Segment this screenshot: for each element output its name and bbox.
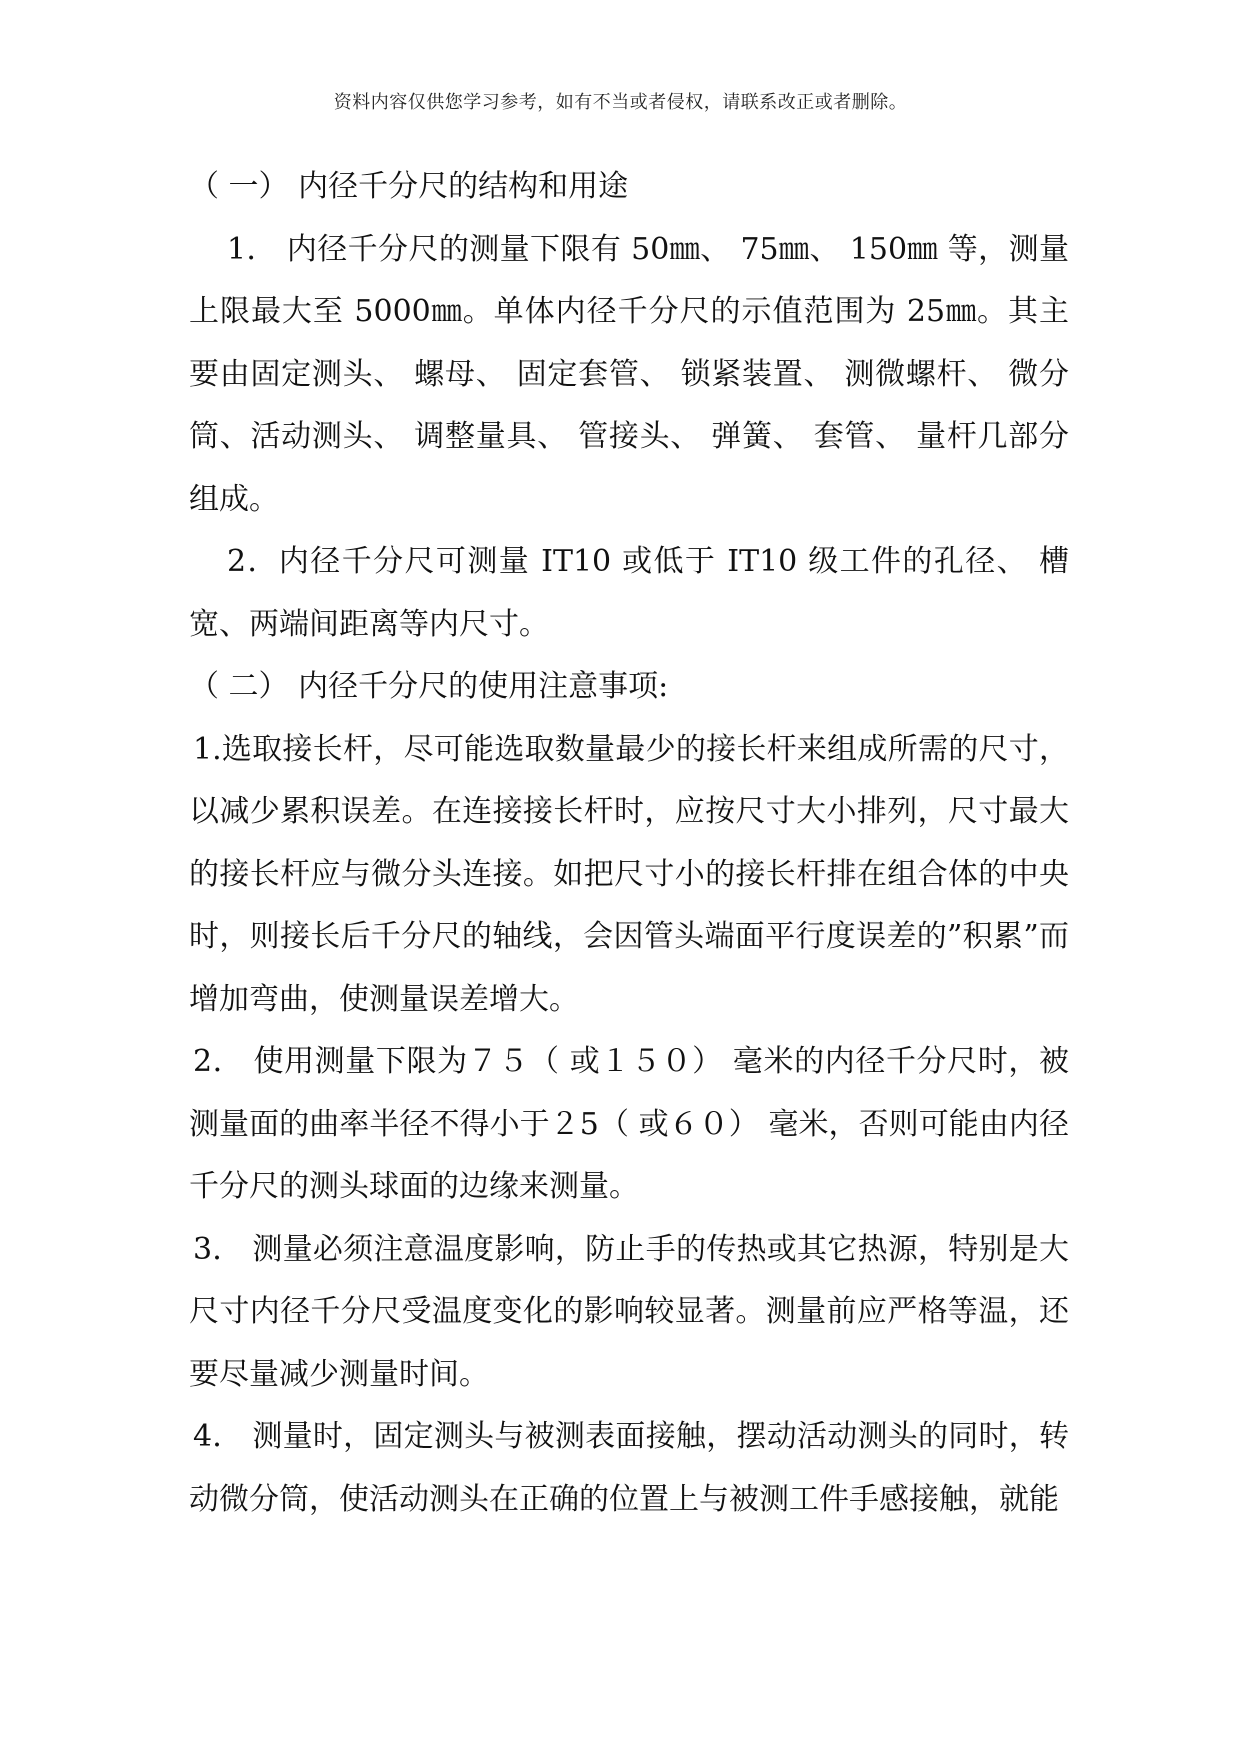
page-header-notice: 资料内容仅供您学习参考，如有不当或者侵权，请联系改正或者删除。 xyxy=(333,92,908,113)
section-1-paragraph-2: 2．内径千分尺可测量 IT10 或低于 IT10 级工件的孔径、 槽宽、两端间距离等内尺寸。 xyxy=(189,544,1069,642)
section-2-item-2: 2． 使用测量下限为７５（ 或１５０） 毫米的内径千分尺时，被测量面的曲率半径不得小于２5（ 或６０） 毫米，否则可能由内径千分尺的测头球面的边缘来测量。 xyxy=(189,1044,1069,1204)
section-1-heading: （ 一） 内径千分尺的结构和用途 xyxy=(189,169,629,204)
section-2-item-4: 4． 测量时，固定测头与被测表面接触，摆动活动测头的同时，转动微分筒，使活动测头在正确的位置上与被测工件手感接触，就能 xyxy=(189,1419,1069,1517)
section-2-item-1: 1.选取接长杆，尽可能选取数量最少的接长杆来组成所需的尺寸，以减少累积误差。在连接接长杆时，应按尺寸大小排列，尺寸最大的接长杆应与微分头连接。如把尺寸小的接长杆排在组合体的中央时，则接长后千分尺的轴线，会因管头端面平行度误差的”积累”而增加弯曲，使测量误差增大。 xyxy=(189,731,1069,1017)
document-body xyxy=(189,156,1069,1531)
section-2-item-3: 3． 测量必须注意温度影响，防止手的传热或其它热源，特别是大尺寸内径千分尺受温度变化的影响较显著。测量前应严格等温，还要尽量减少测量时间。 xyxy=(189,1231,1069,1392)
section-2-heading: （ 二） 内径千分尺的使用注意事项: xyxy=(189,669,669,704)
section-1-paragraph-1: 1． 内径千分尺的测量下限有 50㎜、 75㎜、 150㎜ 等，测量上限最大至 5000㎜。单体内径千分尺的示值范围为 25㎜。其主要由固定测头、 螺母、 固定套管、 锁紧装置、 测微螺杆、 微分筒、活动测头、 调整量具、 管接头、 弹簧、 套管、 量杆几部分组成。 xyxy=(189,231,1069,517)
